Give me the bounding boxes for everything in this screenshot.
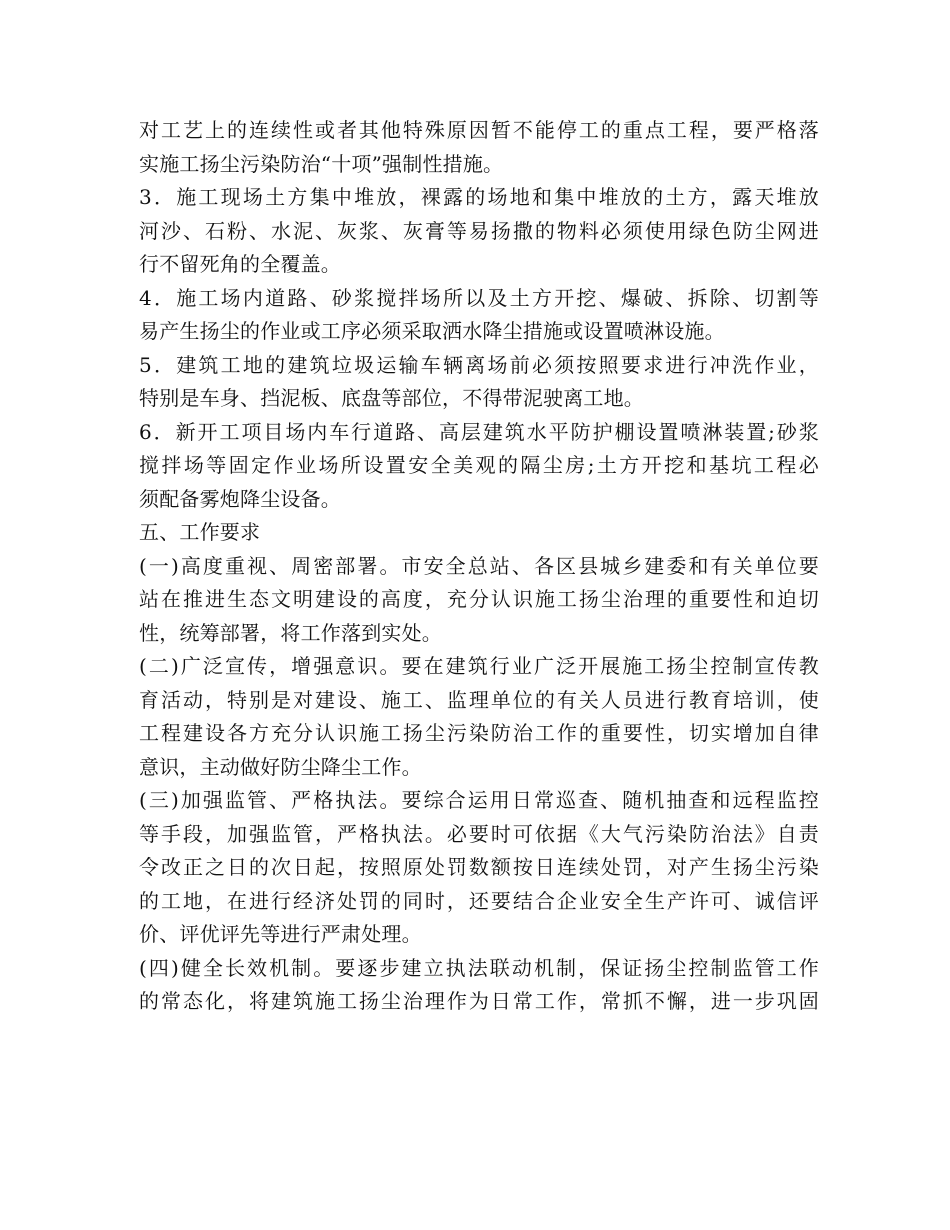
text-line: 行不留死角的全覆盖。 (139, 252, 341, 276)
text-line: 的工地，在进行经济处罚的同时，还要结合企业安全生产许可、诚信评 (139, 888, 819, 913)
text-line: 的常态化，将建筑施工扬尘治理作为日常工作，常抓不懈，进一步巩固 (139, 989, 819, 1013)
text-line: 令改正之日的次日起，按照原处罚数额按日连续处罚，对产生扬尘污染 (139, 855, 819, 879)
text-line: (三)加强监管、严格执法。要综合运用日常巡查、随机抽查和远程监控 (139, 788, 819, 812)
text-line: 特别是车身、挡泥板、底盘等部位，不得带泥驶离工地。 (139, 386, 644, 410)
text-line: 河沙、石粉、水泥、灰浆、灰膏等易扬撒的物料必须使用绿色防尘网进 (139, 218, 819, 243)
text-line: 育活动，特别是对建设、施工、监理单位的有关人员进行教育培训，使 (139, 687, 819, 712)
text-line: 3．施工现场土方集中堆放，裸露的场地和集中堆放的土方，露天堆放 (139, 185, 819, 209)
text-line: 站在推进生态文明建设的高度，充分认识施工扬尘治理的重要性和迫切 (139, 587, 819, 611)
text-line: 5．建筑工地的建筑垃圾运输车辆离场前必须按照要求进行冲洗作业， (139, 352, 819, 377)
text-line: 实施工扬尘污染防治“十项”强制性措施。 (139, 151, 504, 176)
text-line: 搅拌场等固定作业场所设置安全美观的隔尘房;土方开挖和基坑工程必 (139, 453, 819, 477)
text-line: 6．新开工项目场内车行道路、高层建筑水平防护棚设置喷淋装置;砂浆 (139, 419, 819, 444)
text-line: 价、评优评先等进行严肃处理。 (139, 922, 422, 946)
text-line: 须配备雾炮降尘设备。 (139, 486, 341, 511)
text-line: (一)高度重视、周密部署。市安全总站、各区县城乡建委和有关单位要 (139, 553, 819, 578)
text-line: 性，统筹部署，将工作落到实处。 (139, 620, 442, 645)
document-body (139, 114, 819, 1019)
text-line: 对工艺上的连续性或者其他特殊原因暂不能停工的重点工程，要严格落 (139, 118, 819, 142)
text-line: 4．施工场内道路、砂浆搅拌场所以及土方开挖、爆破、拆除、切割等 (139, 285, 819, 310)
text-line: 五、工作要求 (139, 520, 261, 544)
text-line: (二)广泛宣传，增强意识。要在建筑行业广泛开展施工扬尘控制宣传教 (139, 654, 819, 678)
text-line: (四)健全长效机制。要逐步建立执法联动机制，保证扬尘控制监管工作 (139, 955, 819, 980)
text-line: 易产生扬尘的作业或工序必须采取洒水降尘措施或设置喷淋设施。 (139, 319, 725, 343)
text-line: 工程建设各方充分认识施工扬尘污染防治工作的重要性，切实增加自律 (139, 721, 819, 745)
text-line: 意识，主动做好防尘降尘工作。 (139, 754, 422, 779)
text-line: 等手段，加强监管，严格执法。必要时可依据《大气污染防治法》自责 (139, 821, 819, 846)
